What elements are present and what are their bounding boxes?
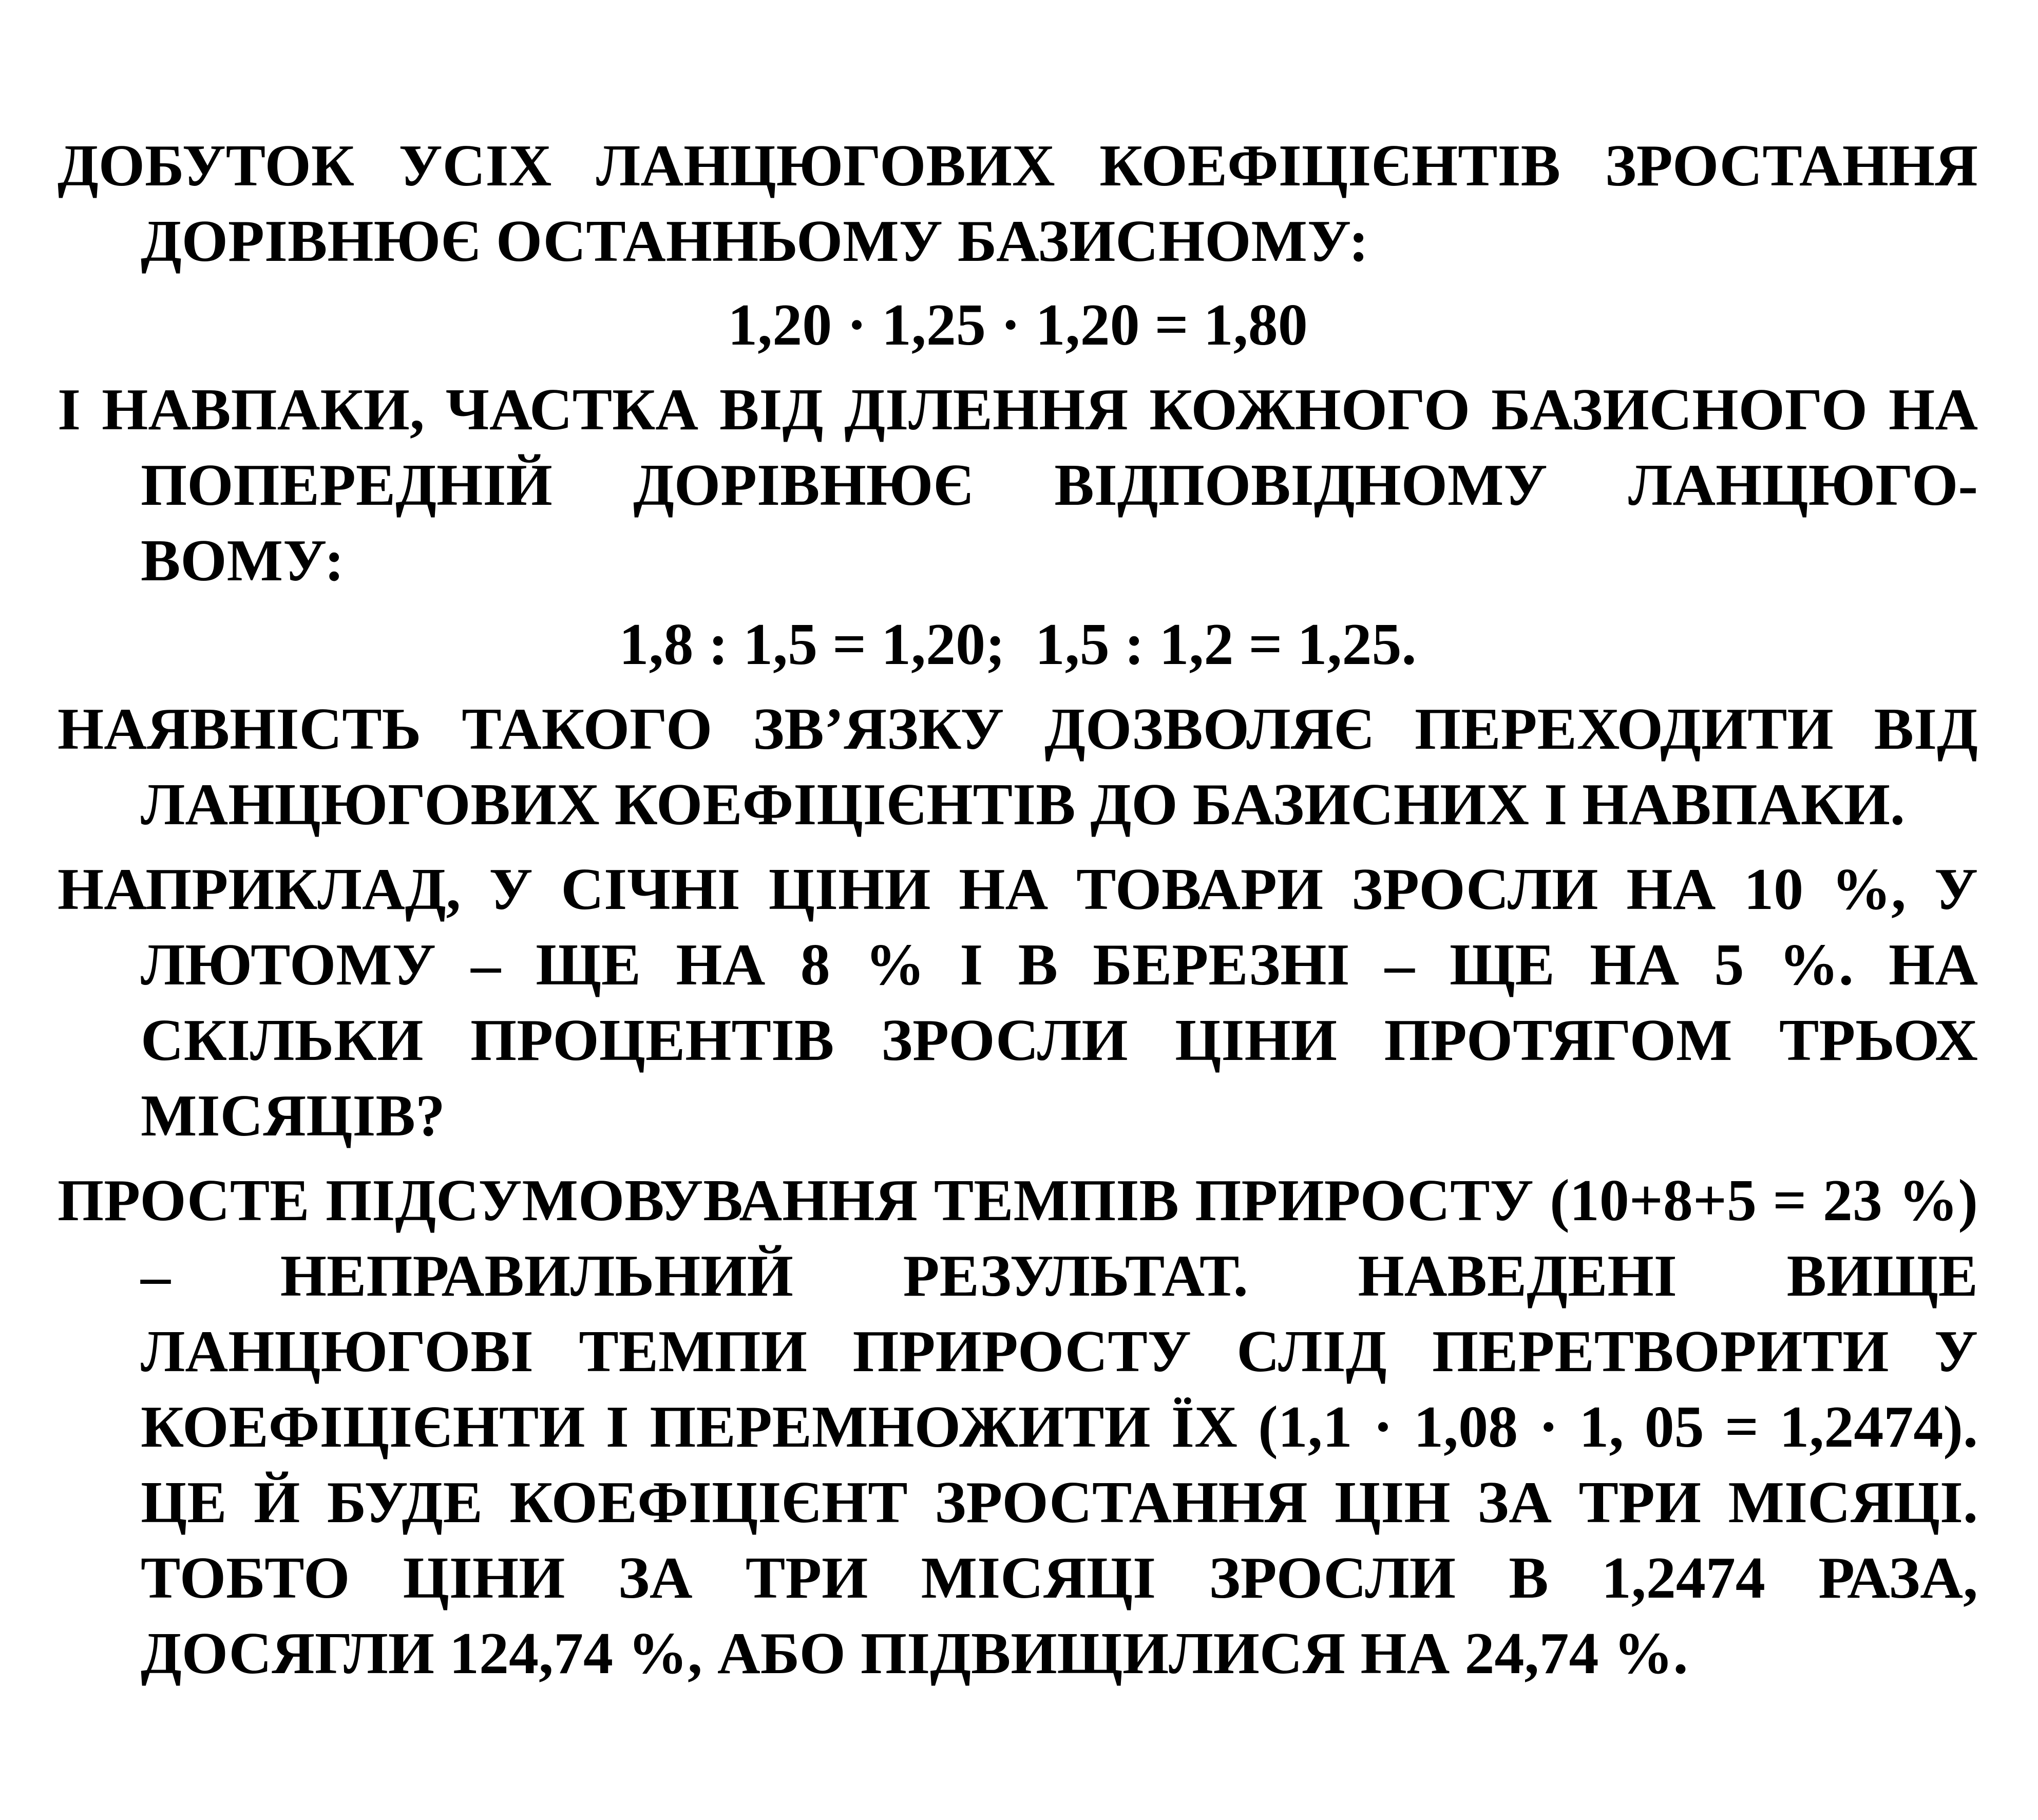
paragraph-relationship: НАЯВНІСТЬ ТАКОГО ЗВ’ЯЗКУ ДОЗВОЛЯЄ ПЕРЕХОДИТИ ВІД ЛАНЦЮГОВИХ КОЕФІЦІЄНТІВ ДО БАЗИСНИХ І НАВПАКИ. — [58, 696, 1978, 838]
paragraph-example-question: НАПРИКЛАД, У СІЧНІ ЦІНИ НА ТОВАРИ ЗРОСЛИ НА 10 %, У ЛЮТОМУ – ЩЕ НА 8 % І В БЕРЕЗНІ – ЩЕ НА 5 %. НА СКІЛЬКИ ПРОЦЕНТІВ ЗРОСЛИ ЦІНИ ПРОТЯГОМ ТРЬОХ МІСЯЦІВ? — [58, 857, 1978, 1149]
formula-base-quotient: 1,8 : 1,5 = 1,20; 1,5 : 1,2 = 1,25. — [619, 612, 1417, 677]
document-body — [58, 128, 1978, 1692]
formula-chain-product: 1,20 · 1,25 · 1,20 = 1,80 — [728, 292, 1308, 358]
paragraph-chain-product: ДОБУТОК УСІХ ЛАНЦЮГОВИХ КОЕФІЦІЄНТІВ ЗРОСТАННЯ ДОРІВНЮЄ ОСТАННЬОМУ БАЗИСНОМУ: — [58, 133, 1978, 274]
paragraph-example-solution: ПРОСТЕ ПІДСУМОВУВАННЯ ТЕМПІВ ПРИРОСТУ (10+8+5 = 23 %) – НЕПРАВИЛЬНИЙ РЕЗУЛЬТАТ. НАВЕДЕНІ ВИЩЕ ЛАНЦЮГОВІ ТЕМПИ ПРИРОСТУ СЛІД ПЕРЕТВОРИТИ У КОЕФІЦІЄНТИ І ПЕРЕМНОЖИТИ ЇХ (1,1 · 1,08 · 1, 05 = 1,2474). ЦЕ Й БУДЕ КОЕФІЦІЄНТ ЗРОСТАННЯ ЦІН ЗА ТРИ МІСЯЦІ. ТОБТО ЦІНИ ЗА ТРИ МІСЯЦІ ЗРОСЛИ В 1,2474 РАЗА, ДОСЯГЛИ 124,74 %, АБО ПІДВИЩИЛИСЯ НА 24,74 %. — [58, 1168, 1978, 1686]
paragraph-base-quotient: І НАВПАКИ, ЧАСТКА ВІД ДІЛЕННЯ КОЖНОГО БАЗИСНОГО НА ПОПЕРЕДНІЙ ДОРІВНЮЄ ВІДПОВІДНОМУ ЛАНЦЮГО-ВОМУ: — [58, 377, 1978, 594]
